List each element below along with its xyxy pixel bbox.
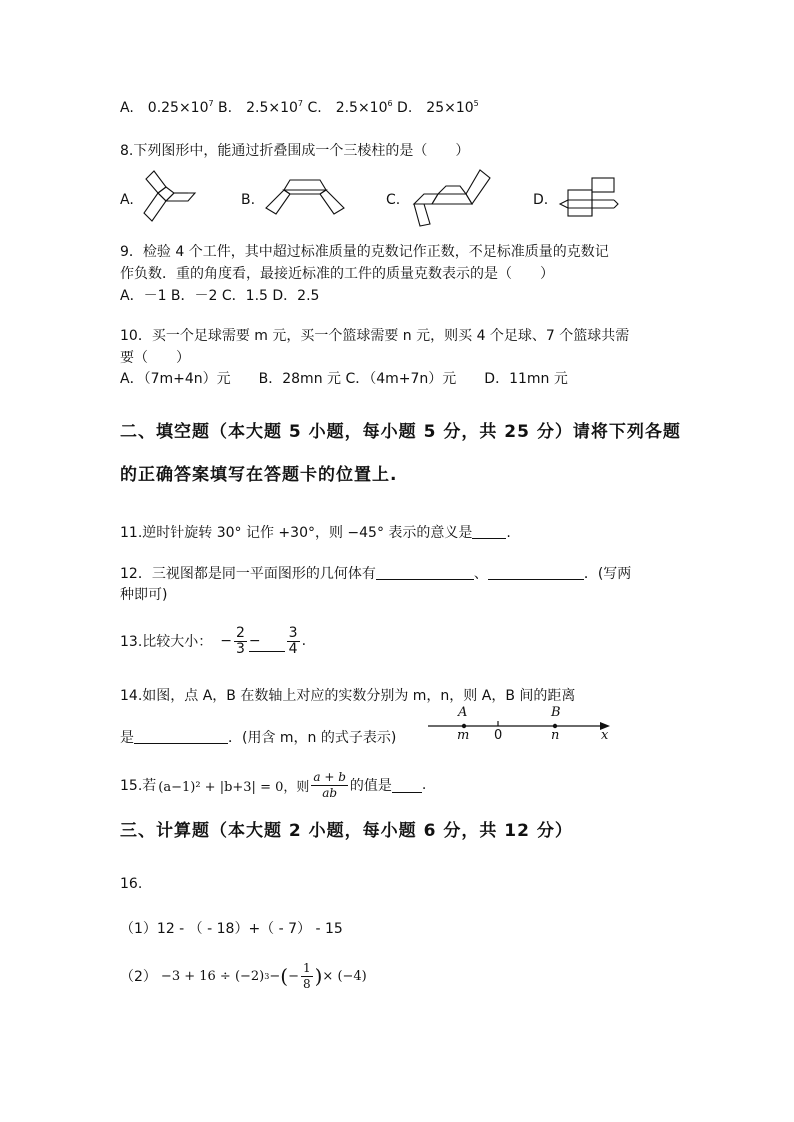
q8-figure-d [556, 176, 622, 220]
q9-options: A．－1 B．－2 C．1.5 D．2.5 [120, 288, 320, 304]
q10-options: A．（7m+4n）元 B．28mn 元 C．（4m+7n）元 D．11mn 元 [120, 371, 568, 387]
q8-stem: 8.下列图形中，能通过折叠围成一个三棱柱的是（ ） [120, 143, 470, 159]
q12-answer-blank-1[interactable] [376, 565, 474, 580]
q8-label-c: C. [386, 192, 401, 208]
q15: 15.若 (a−1)² + |b+3| = 0，则 $\frac{a + b}{ab}$ 的值是 . [120, 769, 427, 800]
q14-n-label: n [551, 728, 560, 743]
q16-part2: （2） −3 + 16 ÷ (−2) 3 − ( − $\frac{1}{8}$ ) × (−4) [120, 960, 367, 991]
q15-answer-blank[interactable] [392, 778, 422, 793]
q8-label-a: A. [120, 192, 134, 208]
q16-part1: （1）12 - （ - 18）+（ - 7） - 15 [120, 921, 343, 937]
q8-figure-a [140, 165, 200, 227]
q8-label-b: B. [241, 192, 256, 208]
q7-options: A. $0.25\times 10^7$ B. $2.5\times 10^7$ C. $2.5\times 10^6$ D. $25\times 10^5$ [120, 99, 479, 116]
q14-point-a-label: A [458, 705, 468, 720]
q10-line1: 10．买一个足球需要 m 元，买一个篮球需要 n 元，则买 4 个足球、7 个篮球共需 [120, 328, 630, 344]
q14-number-line [424, 705, 614, 745]
q8-figure-b [262, 172, 350, 220]
q8-figure-c [410, 166, 496, 228]
q12: 12．三视图都是同一平面图形的几何体有 、 ．(写两 [120, 566, 632, 582]
q14-m-label: m [457, 728, 470, 743]
q10-line2: 要（ ） [120, 350, 190, 366]
section2-heading-line1: 二、填空题（本大题 5 小题，每小题 5 分，共 25 分）请将下列各题 [120, 422, 681, 442]
section2-heading-line2: 的正确答案填写在答题卡的位置上. [120, 465, 398, 485]
q9-line2: 作负数．重的角度看，最接近标准的工件的质量克数表示的是（ ） [120, 266, 554, 282]
q14-x-label: x [601, 728, 609, 743]
q14-zero-label: 0 [494, 728, 503, 743]
q12-answer-blank-2[interactable] [488, 565, 584, 580]
q11-answer-blank[interactable] [472, 524, 506, 539]
q12-line2: 种即可) [120, 587, 168, 603]
q14-point-b-label: B [551, 705, 561, 720]
section3-heading: 三、计算题（本大题 2 小题，每小题 6 分，共 12 分） [120, 821, 573, 841]
q13: 13.比较大小： − $\frac{2}{3}$ − $\frac{3}{4}$ . [120, 624, 307, 657]
q14-line1: 14.如图，点 A，B 在数轴上对应的实数分别为 m，n，则 A，B 间的距离 [120, 688, 576, 704]
q14-answer-blank[interactable] [134, 729, 228, 744]
q8-label-d: D. [533, 192, 549, 208]
q11: 11.逆时针旋转 30° 记作 +30°，则 −45° 表示的意义是 . [120, 525, 511, 541]
q16-number: 16. [120, 876, 143, 892]
q13-answer-blank[interactable] [249, 651, 285, 652]
q14-line2: 是 ．(用含 m，n 的式子表示) [120, 730, 397, 746]
q9-line1: 9．检验 4 个工件，其中超过标准质量的克数记作正数，不足标准质量的克数记 [120, 244, 609, 260]
